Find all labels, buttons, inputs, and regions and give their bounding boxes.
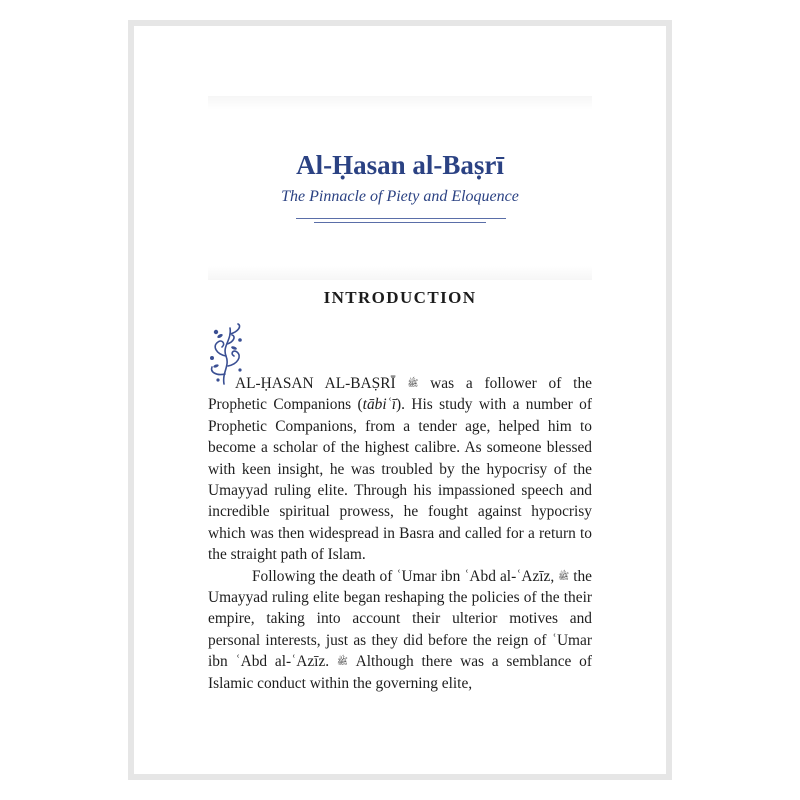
chapter-title: Al-Ḥasan al-Baṣrī <box>296 150 504 180</box>
paragraph-lead: AL-ḤASAN AL-BAṢRĪ <box>235 375 396 392</box>
section-heading: INTRODUCTION <box>323 288 477 307</box>
body-text <box>208 373 592 694</box>
salutation-symbol: ﷺ <box>336 656 348 667</box>
paragraph-2: Following the death of ʿUmar ibn ʿAbd al-ʿAzīz, ﷺ the Umayyad ruling elite began reshaping the policies of the their empire, taking into account their ulterior motives and personal interests, just as they did before the reign of ʿUmar ibn ʿAbd al-ʿAzīz. ﷺ Although there was a semblance of Islamic conduct within the governing elite, <box>208 567 592 692</box>
arabic-term: tābiʿī <box>362 396 397 414</box>
paragraph-1: AL-ḤASAN AL-BAṢRĪ ﷺ was a follower of the Prophetic Companions (tābiʿī). His study with a number of Prophetic Companions, from a tender age, helped him to become a scholar of the highest calibre. As someone blessed with keen insight, he was troubled by the hypocrisy of the Umayyad ruling elite. Through his impassioned speech and incredible spiritual prowess, he fought against hypocrisy which was then widespread in Basra and called for a return to the straight path of Islam. <box>208 375 592 564</box>
title-divider-bottom <box>314 222 486 223</box>
salutation-symbol: ﷺ <box>558 570 570 581</box>
title-divider-top <box>296 218 506 219</box>
chapter-subtitle: The Pinnacle of Piety and Eloquence <box>281 188 519 205</box>
salutation-symbol: ﷺ <box>407 378 419 388</box>
